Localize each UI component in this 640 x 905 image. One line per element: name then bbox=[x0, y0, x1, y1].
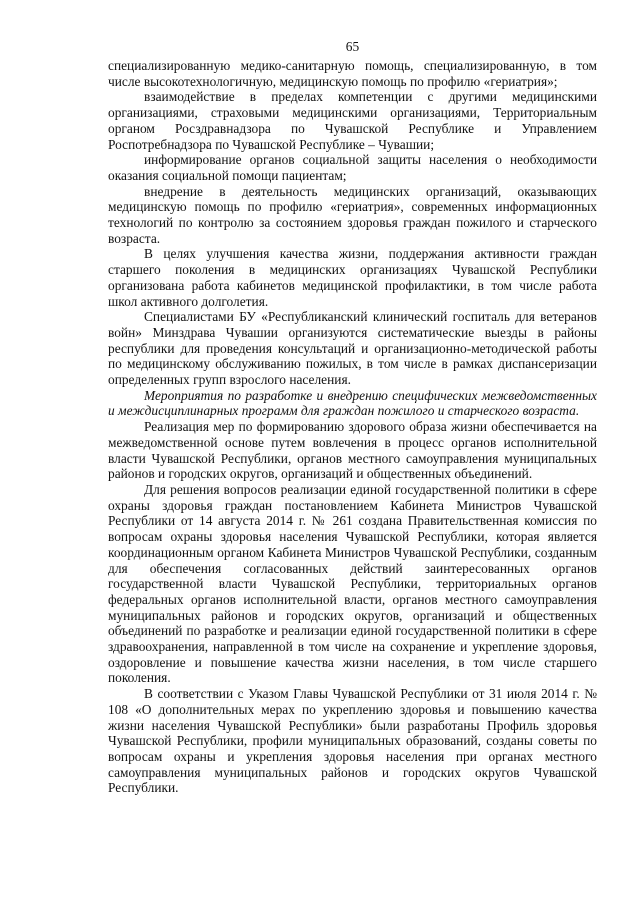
paragraph: внедрение в деятельность медицинских организаций, оказывающих медицинскую помощь по профилю «гериатрия», современных информационных технологий по контролю за состоянием здоровья граждан пожилого и старческого возраста. bbox=[108, 183, 597, 246]
section-heading: Мероприятия по разработке и внедрению специфических межведомственных и междисциплинарных программ для граждан пожилого и старческого возраста. bbox=[108, 387, 597, 419]
paragraph: Для решения вопросов реализации единой государственной политики в сфере охраны здоровья граждан постановлением Кабинета Министров Чувашской Республики от 14 августа 2014 г. № 261 создана Правительственная комиссия по вопросам охраны здоровья населения Чувашской Республики, которая является координационным органом Кабинета Министров Чувашской Республики, созданным для обеспечения согласованных действий заинтересованных органов государственной власти Чувашской Республики, территориальных органов федеральных органов исполнительной власти, органов местного самоуправления муниципальных районов и городских округов, организаций и общественных объединений по разработке и реализации единой государственной политики в сфере здравоохранения, направленной в том числе на сохранение и укрепление здоровья, оздоровление и повышение качества жизни населения, в том числе старшего поколения. bbox=[108, 481, 597, 686]
paragraph: В целях улучшения качества жизни, поддержания активности граждан старшего поколения в медицинских организациях Чувашской Республики организована работа кабинетов медицинской профилактики, в том числе работа школ активного долголетия. bbox=[108, 246, 597, 309]
paragraph: специализированную медико-санитарную помощь, специализированную, в том числе высокотехнологичную, медицинскую помощь по профилю «гериатрия»; bbox=[108, 58, 597, 89]
paragraph: информирование органов социальной защиты населения о необходимости оказания социальной помощи пациентам; bbox=[108, 152, 597, 183]
paragraph: В соответствии с Указом Главы Чувашской Республики от 31 июля 2014 г. № 108 «О дополнительных мерах по укреплению здоровья и повышению качества жизни населения Чувашской Республики» были разработаны Профиль здоровья Чувашской Республики, профили муниципальных образований, созданы советы по вопросам охраны и укрепления здоровья населения при органах местного самоуправления муниципальных районов и городских округов Чувашской Республики. bbox=[108, 686, 597, 796]
paragraph: взаимодействие в пределах компетенции с другими медицинскими организациями, страховыми медицинскими организациями, Территориальным органом Росздравнадзора по Чувашской Республике и Управлением Роспотребнадзора по Чувашской Республике – Чувашии; bbox=[108, 89, 597, 152]
paragraph: Реализация мер по формированию здорового образа жизни обеспечивается на межведомственной основе путем вовлечения в процесс органов исполнительной власти Чувашской Республики, органов местного самоуправления муниципальных районов и городских округов, организаций и общественных объединений. bbox=[108, 419, 597, 482]
page-number: 65 bbox=[345, 39, 360, 54]
document-body bbox=[108, 58, 597, 796]
paragraph: Специалистами БУ «Республиканский клинический госпиталь для ветеранов войн» Минздрава Чувашии организуются систематические выезды в районы республики для проведения консультаций и организационно-методической работы по медицинскому обслуживанию пожилых, в том числе в рамках диспансеризации определенных групп взрослого населения. bbox=[108, 309, 597, 388]
